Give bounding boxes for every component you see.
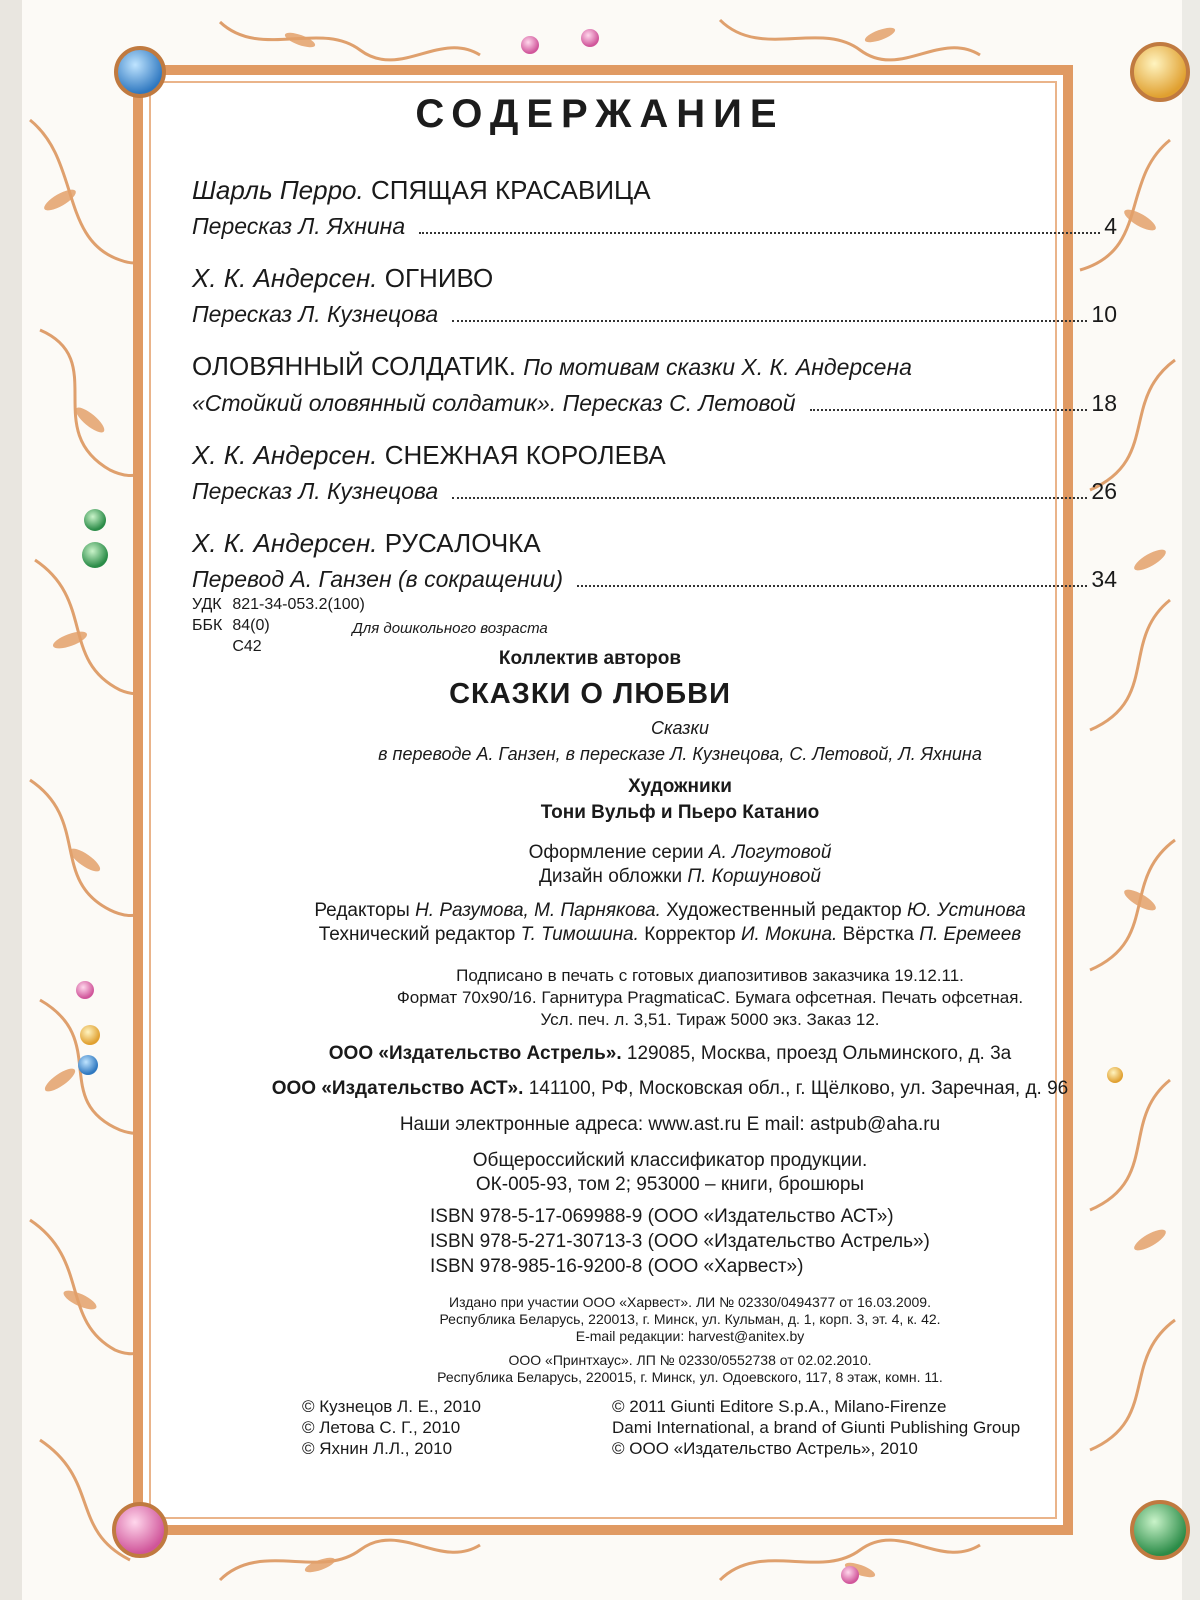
dot-leader xyxy=(810,409,1088,411)
publisher-ast: ООО «Издательство АСТ». 141100, РФ, Московская обл., г. Щёлково, ул. Заречная, д. 96 xyxy=(271,1078,1069,1099)
toc-title: ОЛОВЯННЫЙ СОЛДАТИК. xyxy=(192,351,517,381)
editors-credit: Редакторы Н. Разумова, М. Парнякова. Художественный редактор Ю. Устинова xyxy=(314,900,1026,921)
toc-page-number: 26 xyxy=(1091,478,1117,504)
toc-author: Х. К. Андерсен. xyxy=(192,528,378,558)
dot-leader xyxy=(452,320,1087,322)
toc-page-number: 34 xyxy=(1091,566,1117,592)
toc-author: Х. К. Андерсен. xyxy=(192,263,378,293)
harvest-info: Издано при участии ООО «Харвест». ЛИ № 02330/0494377 от 16.03.2009. Республика Беларусь, 220013, г. Минск, ул. Кульман, д. 1, корп. 3, эт. 4, к. 42. E-mail редакции: harvest@anitex.by xyxy=(439,1294,941,1344)
toc-credit: «Стойкий оловянный солдатик». Пересказ С. Летовой xyxy=(192,390,796,416)
bbk-label: ББК xyxy=(192,617,223,634)
copyright-left: © Кузнецов Л. Е., 2010 © Летова С. Г., 2010 © Яхнин Л.Л., 2010 xyxy=(302,1397,481,1458)
udk-label: УДК xyxy=(192,596,222,613)
toc-title: ОГНИВО xyxy=(384,263,494,293)
print-info-line: Формат 70x90/16. Гарнитура PragmaticaC. Бумага офсетная. Печать офсетная. xyxy=(396,988,1024,1007)
udk-value: 821-34-053.2(100) xyxy=(232,596,365,613)
toc-entry[interactable] xyxy=(192,437,1117,509)
toc-heading: СОДЕРЖАНИЕ xyxy=(415,92,785,136)
copyright-right: © 2011 Giunti Editore S.p.A., Milano-Firenze Dami International, a brand of Giunti Publishing Group © ООО «Издательство Астрель», 2010 xyxy=(612,1397,1021,1458)
dot-leader xyxy=(452,497,1087,499)
toc-entry[interactable] xyxy=(192,348,1117,421)
product-classifier: ОК-005-93, том 2; 953000 – книги, брошюры xyxy=(475,1174,865,1195)
toc-credit: Пересказ Л. Кузнецова xyxy=(192,301,439,327)
cover-design-credit: Дизайн обложки П. Коршуновой xyxy=(539,866,821,887)
toc-page-number: 18 xyxy=(1091,390,1117,416)
bbk-value: 84(0) xyxy=(232,617,270,634)
printhouse-info: ООО «Принтхаус». ЛП № 02330/0552738 от 02.02.2010. Республика Беларусь, 220015, г. Минск, ул. Одоевского, 117, 8 этаж, комн. 11. xyxy=(437,1352,943,1385)
book-genre: Сказки xyxy=(651,718,709,738)
artists-names: Тони Вульф и Пьеро Катанио xyxy=(540,802,820,823)
toc-entry[interactable] xyxy=(192,525,1117,597)
dot-leader xyxy=(577,585,1087,587)
translation-credits: в переводе А. Ганзен, в пересказе Л. Кузнецова, С. Летовой, Л. Яхнина xyxy=(378,744,982,764)
toc-page-number: 10 xyxy=(1091,301,1117,327)
dot-leader xyxy=(419,232,1100,234)
toc-credit: Перевод А. Ганзен (в сокращении) xyxy=(192,566,564,592)
toc-credit: Пересказ Л. Яхнина xyxy=(192,213,406,239)
series-design-credit: Оформление серии А. Логутовой xyxy=(528,842,832,863)
toc-entry[interactable] xyxy=(192,260,1117,332)
author-code: С42 xyxy=(232,638,262,655)
toc-title: СПЯЩАЯ КРАСАВИЦА xyxy=(370,175,651,205)
publisher-emails: Наши электронные адреса: www.ast.ru E mail: astpub@aha.ru xyxy=(399,1114,941,1135)
toc-title: РУСАЛОЧКА xyxy=(384,528,541,558)
isbn-item: ISBN 978-5-17-069988-9 (ООО «Издательство АСТ») xyxy=(430,1206,894,1227)
book-title: СКАЗКИ О ЛЮБВИ xyxy=(449,678,731,710)
print-info-line: Подписано в печать с готовых диапозитивов заказчика 19.12.11. xyxy=(456,966,964,985)
table-of-contents xyxy=(192,172,1117,613)
toc-author: Х. К. Андерсен. xyxy=(192,440,378,470)
toc-credit: Пересказ Л. Кузнецова xyxy=(192,478,439,504)
toc-page-number: 4 xyxy=(1104,213,1117,239)
print-info-line: Усл. печ. л. 3,51. Тираж 5000 экз. Заказ 12. xyxy=(540,1010,880,1029)
book-authors: Коллектив авторов xyxy=(498,648,682,669)
product-classifier: Общероссийский классификатор продукции. xyxy=(472,1150,868,1171)
publisher-astrel: ООО «Издательство Астрель». 129085, Москва, проезд Ольминского, д. 3а xyxy=(328,1043,1012,1064)
age-rating: Для дошкольного возраста xyxy=(352,620,548,637)
toc-author: Шарль Перро. xyxy=(192,175,364,205)
technical-credits: Технический редактор Т. Тимошина. Корректор И. Мокина. Вёрстка П. Еремеев xyxy=(318,924,1022,945)
isbn-item: ISBN 978-985-16-9200-8 (ООО «Харвест») xyxy=(430,1256,804,1277)
isbn-list xyxy=(430,1204,930,1279)
artists-label: Художники xyxy=(628,776,732,797)
isbn-item: ISBN 978-5-271-30713-3 (ООО «Издательство Астрель») xyxy=(430,1231,930,1252)
toc-subtitle: По мотивам сказки Х. К. Андерсена xyxy=(523,354,912,380)
toc-entry[interactable] xyxy=(192,172,1117,244)
toc-title: СНЕЖНАЯ КОРОЛЕВА xyxy=(384,440,666,470)
